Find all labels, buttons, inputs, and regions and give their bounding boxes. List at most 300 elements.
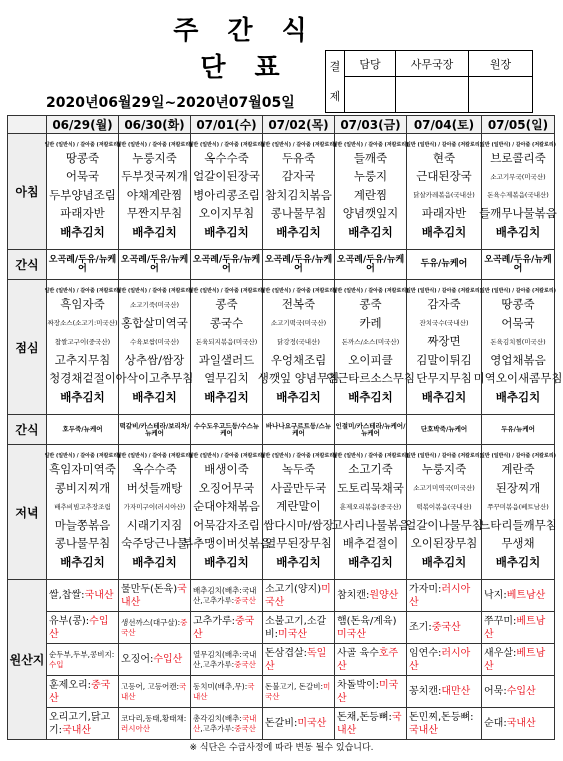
- day-header: 07/04(토): [407, 116, 482, 134]
- kimchi-item: 배추김치: [421, 554, 467, 569]
- menu-item: 참치김치볶음: [265, 187, 332, 202]
- menu-item: 흑임자죽: [60, 297, 105, 311]
- menu-item: 짜장면: [427, 334, 461, 348]
- origin-country: 국내산: [62, 724, 92, 736]
- origin-country: 미국산: [337, 628, 366, 640]
- origin-cell: [482, 580, 555, 612]
- menu-item: 가자미구이(러시아산): [123, 502, 186, 511]
- menu-item: 사골만두국: [270, 480, 327, 495]
- snack-item: 오곡례/두유/뉴케어: [48, 254, 117, 274]
- special-diet-note: 일반 (일반식) / 갈아줌 (저칼로리): [116, 288, 193, 294]
- menu-item: 얼갈이된장국: [193, 169, 260, 184]
- special-diet-note: 일반 (일반식) / 갈아줌 (저칼로리): [260, 453, 337, 459]
- origin-country: 국내산: [193, 681, 255, 701]
- origin-cell: [335, 612, 407, 644]
- breakfast-cell: [260, 134, 337, 250]
- origin-ingredient: 임연수:: [409, 647, 442, 659]
- menu-item: 오이피클: [348, 352, 393, 367]
- origin-country: 국내산: [409, 724, 438, 736]
- origin-country: 베트남산: [484, 647, 546, 672]
- menu-item: 계란말이: [276, 499, 321, 513]
- breakfast-cell: [188, 134, 265, 250]
- origin-ingredient: 돈삼겹살:: [265, 647, 308, 659]
- menu-item: 부추맹이버섯볶음: [182, 536, 271, 550]
- origin-country: 미국산: [265, 681, 331, 701]
- day-header-row: [8, 116, 555, 134]
- origin-row: [8, 580, 555, 612]
- special-diet-note: 일반 (일반식) / 갈아줌 (저칼로리): [44, 141, 121, 148]
- special-diet-note: 일반 (일반식) / 갈아줌 (저칼로리): [332, 453, 409, 459]
- menu-item: 옥수수죽: [204, 150, 249, 165]
- menu-item: 수육보쌈(미국산): [129, 337, 180, 346]
- origin-ingredient: 햄(돈육/계육): [337, 615, 397, 627]
- menu-item: 훈제오리볶음(중국산): [339, 502, 402, 511]
- menu-item: 콩나물무침: [54, 536, 111, 550]
- date-range: 2020년06월29일~2020년07월05일: [46, 95, 295, 111]
- origin-cell: [119, 676, 191, 708]
- snack1-row: [8, 250, 555, 280]
- origin-cell: [482, 708, 555, 740]
- menu-item: 계란찜: [353, 187, 388, 202]
- snack1-cell: [335, 250, 407, 280]
- origin-cell: [119, 612, 191, 644]
- origin-country: 중국산: [121, 617, 188, 637]
- origin-ingredient: 배추김치(배추:국내산,고추가루:: [193, 585, 257, 605]
- origin-cell: [407, 676, 482, 708]
- origin-ingredient: 총각김치(배추:: [193, 713, 242, 723]
- menu-item: 배추겉절이: [342, 536, 399, 550]
- menu-item: 떡볶이볶음(국내산): [416, 502, 472, 511]
- origin-country: 대만산: [441, 686, 471, 697]
- origin-country: 수입산: [506, 686, 536, 697]
- approval-col-secretary: 사무국장: [396, 51, 469, 77]
- origin-cell: [407, 580, 482, 612]
- menu-item: 근대된장국: [416, 169, 472, 184]
- snack-item: 오곡례/두유/뉴케어: [192, 254, 261, 274]
- origin-cell: [335, 580, 407, 612]
- menu-item: 돈육김치찜(미국산): [490, 337, 546, 346]
- menu-item: 닭강정(국내산): [277, 337, 320, 346]
- snack2-cell: [47, 415, 119, 445]
- lunch-cell: [115, 280, 194, 415]
- menu-item: 열무된장무침: [265, 536, 332, 550]
- menu-item: 현죽: [432, 150, 456, 165]
- menu-item: 짜장소스(소고기:미국산): [47, 319, 118, 327]
- lunch-cell: [44, 280, 121, 415]
- snack1-cell: [482, 250, 555, 280]
- day-header: 07/03(금): [335, 116, 407, 134]
- origin-cell: [263, 708, 335, 740]
- approval-sign-director[interactable]: [469, 77, 533, 113]
- approval-sign-secretary[interactable]: [396, 77, 469, 113]
- menu-item: 콩죽: [215, 297, 238, 311]
- menu-item: 콩국수: [209, 315, 244, 330]
- lunch-cell: [407, 280, 482, 415]
- origin-country: 국내산: [84, 590, 114, 601]
- breakfast-label: 아침: [8, 134, 47, 250]
- menu-item: 어묵국: [65, 169, 100, 184]
- origin-cell: [407, 644, 482, 676]
- snack-item: 오곡례/두유/뉴케어: [336, 254, 405, 274]
- menu-item: 야채계란찜: [126, 187, 183, 202]
- origin-country: 국내산: [337, 711, 402, 736]
- kimchi-item: 배추김치: [495, 389, 541, 404]
- dinner-cell: [44, 445, 121, 580]
- special-diet-note: 일반 (일반식) / 갈아줌 (저칼로리): [260, 288, 337, 294]
- special-diet-note: 일반 (일반식) / 갈아줌 (저칼로리): [260, 141, 337, 148]
- origin-ingredient: 오징어:: [121, 654, 154, 665]
- origin-country: 미국산: [337, 679, 399, 704]
- origin-row: [8, 676, 555, 708]
- breakfast-cell: [116, 134, 193, 250]
- lunch-row: [8, 280, 555, 415]
- menu-item: 파래자반: [421, 206, 467, 221]
- origin-ingredient: 순두부,두부,콩비지:: [49, 649, 115, 659]
- menu-item: 느타리들깨무침: [479, 517, 557, 532]
- menu-item: 순대야채볶음: [193, 499, 260, 513]
- breakfast-row: [8, 134, 555, 250]
- origin-ingredient: 훈제오리:: [49, 679, 92, 691]
- origin-cell: [47, 676, 119, 708]
- origin-country: 베트남산: [484, 615, 546, 640]
- snack2-row: [8, 415, 555, 445]
- snack-item: 수수도우고드등/수스뉴케어: [193, 422, 260, 437]
- menu-item: 소고기무국(미국산): [490, 172, 546, 181]
- origin-ingredient: 돈민찌,돈등뼈:: [409, 711, 474, 723]
- kimchi-item: 배추김치: [60, 389, 105, 404]
- origin-ingredient: 새우살:: [484, 647, 517, 659]
- origin-country: 수입: [49, 659, 64, 669]
- menu-item: 두부양념조림: [49, 187, 116, 202]
- menu-item: 소고기미역국(미국산): [413, 484, 475, 492]
- dinner-cell: [479, 445, 557, 580]
- origin-cell: [47, 708, 119, 740]
- origin-cell: [119, 708, 191, 740]
- origin-ingredient: 생선까스(대구살):: [121, 617, 181, 627]
- origin-ingredient: 동치미(배추,무):: [193, 681, 248, 691]
- snack2-cell: [482, 415, 555, 445]
- kimchi-item: 배추김치: [60, 224, 105, 239]
- menu-item: 소고기죽(미국산): [129, 300, 180, 309]
- menu-item: 숙주당근나물: [121, 536, 188, 550]
- origin-country: 국내산: [121, 681, 187, 701]
- day-header: 06/30(화): [119, 116, 191, 134]
- origin-cell: [191, 676, 263, 708]
- origin-country: 미국산: [278, 628, 308, 640]
- menu-item: 들깨무나물볶음: [479, 206, 557, 221]
- menu-item: 땅콩죽: [501, 297, 535, 311]
- origin-cell: [47, 644, 119, 676]
- kimchi-item: 배추김치: [348, 224, 393, 239]
- approval-box: [325, 50, 533, 113]
- special-diet-note: 일반 (일반식) / 갈아줌 (저칼로리): [188, 141, 265, 148]
- origin-country: 국내산: [506, 718, 536, 729]
- kimchi-item: 배추김치: [348, 554, 393, 569]
- special-diet-note: 일반 (일반식) / 갈아줌 (저칼로리): [116, 141, 193, 148]
- menu-item: 옥수수죽: [132, 462, 177, 476]
- origin-cell: [263, 676, 335, 708]
- snack-item: 오곡례/두유/뉴케어: [484, 254, 552, 274]
- special-diet-note: 일반 (일반식) / 갈아줌 (저칼로리): [480, 141, 556, 148]
- dinner-cell: [182, 445, 271, 580]
- menu-item: 시래기지짐: [126, 517, 183, 532]
- origin-ingredient: 순대:: [484, 718, 507, 729]
- origin-cell: [119, 580, 191, 612]
- snack-item: 두유/뉴케어: [420, 259, 468, 269]
- origin-ingredient: 돈채,돈등뼈:: [337, 711, 392, 723]
- origin-ingredient: 소불고기,소갈비:: [265, 615, 327, 640]
- menu-item: 열무김치: [204, 371, 249, 385]
- approval-col-manager: 담당: [345, 51, 396, 77]
- origin-ingredient: 조기:: [409, 622, 432, 633]
- footnote: ※ 식단은 수급사정에 따라 변동 될수 있습니다.: [189, 743, 374, 753]
- kimchi-item: 배추김치: [204, 389, 249, 404]
- snack-item: 호두죽/뉴케어: [62, 425, 103, 434]
- origin-country: 러시아산: [121, 723, 150, 733]
- menu-item: 소고기죽: [348, 462, 393, 476]
- origin-ingredient: 소고기(양지): [265, 583, 322, 595]
- origin-country: 중국산: [193, 615, 255, 640]
- lunch-cell: [257, 280, 340, 415]
- menu-item: 오이지무침: [198, 206, 255, 221]
- menu-item: 브로콜리죽: [490, 150, 546, 165]
- dinner-cell: [407, 445, 482, 580]
- menu-item: 배생이죽: [204, 462, 249, 476]
- menu-item: 어묵국: [501, 315, 535, 330]
- special-diet-note: 일반 (일반식) / 갈아줌 (저칼로리): [188, 453, 265, 459]
- origin-ingredient: 열무김치(배추:국내산,고추가루:: [193, 649, 257, 669]
- menu-item: 땅콩죽: [65, 150, 100, 165]
- origin-country: 원양산: [369, 590, 399, 601]
- approval-sign-manager[interactable]: [345, 77, 396, 113]
- origin-country: 중국산: [234, 595, 256, 605]
- origin-country: 베트남산: [506, 590, 546, 601]
- menu-item: 홍합살미역국: [121, 315, 188, 330]
- menu-item: 미역오이새콤무침: [473, 371, 563, 385]
- menu-item: 배추비빔고추장조림: [54, 502, 111, 511]
- kimchi-item: 배추김치: [421, 224, 467, 239]
- menu-item: 두부젓국찌개: [121, 169, 188, 184]
- origin-country: 중국산: [49, 679, 111, 704]
- origin-ingredient: 쌀,찹쌀:: [49, 590, 85, 601]
- menu-item: 양념깻잎지: [342, 206, 399, 221]
- lunch-cell: [326, 280, 415, 415]
- page-title: 주 간 식 단 표: [173, 16, 317, 83]
- special-diet-note: 일반 (일반식) / 갈아줌 (저칼로리): [44, 453, 121, 459]
- snack2-label: 간식: [8, 415, 47, 445]
- snack2-cell: [335, 415, 407, 445]
- special-diet-note: 일반 (일반식) / 갈아줌 (저칼로리): [480, 288, 556, 294]
- origin-ingredient: 돈불고기, 돈갈비:: [265, 681, 324, 691]
- kimchi-item: 배추김치: [204, 554, 249, 569]
- menu-item: 버섯들깨탕: [126, 480, 183, 495]
- origin-ingredient: 가자미:: [409, 583, 442, 595]
- kimchi-item: 배추김치: [132, 224, 177, 239]
- snack-item: 바나나요구르트등/스뉴케어: [265, 422, 332, 437]
- origin-ingredient: 물만두(돈육): [121, 583, 178, 595]
- origin-country: 수입산: [153, 654, 183, 665]
- menu-item: 들깨죽: [353, 150, 388, 165]
- origin-country: 미국산: [297, 718, 327, 729]
- origin-ingredient: 꽁치캔:: [409, 686, 442, 697]
- menu-item: 김말이튀김: [416, 352, 472, 367]
- dinner-label: 저녁: [8, 445, 47, 580]
- origin-cell: [482, 676, 555, 708]
- menu-item: 닭살카레볶음(국내산): [413, 191, 475, 200]
- snack2-cell: [407, 415, 482, 445]
- dinner-cell: [116, 445, 193, 580]
- menu-item: 콩나물무침: [270, 206, 327, 221]
- origin-cell: [335, 644, 407, 676]
- origin-cell: [407, 612, 482, 644]
- kimchi-item: 배추김치: [348, 389, 393, 404]
- origin-country: 독일산: [265, 647, 327, 672]
- menu-item: 단무지무침: [416, 371, 472, 385]
- origin-country: 국내산: [121, 583, 187, 608]
- menu-item: 고사리나물볶음: [331, 517, 410, 532]
- menu-item: 과일샐러드: [198, 352, 255, 367]
- origin-cell: [191, 708, 263, 740]
- menu-item: 전복죽: [281, 297, 316, 311]
- snack-item: 두유/뉴케어: [501, 425, 535, 434]
- origin-ingredient: 차돌박이:: [337, 679, 380, 691]
- snack1-label: 간식: [8, 250, 47, 280]
- menu-item: 생깻잎 양념무침: [257, 371, 340, 385]
- origin-country: 국내산: [193, 713, 257, 733]
- special-diet-note: 일반 (일반식) / 갈아줌 (저칼로리): [406, 141, 482, 148]
- approval-col-director: 원장: [469, 51, 533, 77]
- menu-item: 병아리콩조림: [193, 187, 260, 202]
- origin-label: 원산지: [8, 580, 47, 740]
- menu-item: 콩죽: [359, 297, 382, 311]
- menu-item: 카레: [359, 315, 382, 330]
- menu-item: 얼갈이나물무침: [405, 517, 483, 532]
- origin-ingredient: 돈갈비:: [265, 718, 298, 729]
- menu-item: 계란죽: [501, 462, 535, 476]
- menu-item: 콩비지찌개: [54, 480, 111, 495]
- breakfast-cell: [407, 134, 482, 250]
- day-header: 07/05(일): [482, 116, 555, 134]
- menu-item: 무짠지무침: [126, 206, 183, 221]
- corner-cell: [8, 116, 47, 134]
- kimchi-item: 배추김치: [204, 224, 249, 239]
- origin-cell: [263, 612, 335, 644]
- menu-item: 어묵감자조림: [193, 517, 260, 532]
- special-diet-note: 일반 (일반식) / 갈아줌 (저칼로리): [188, 288, 265, 294]
- special-diet-note: 일반 (일반식) / 갈아줌 (저칼로리): [332, 141, 409, 148]
- menu-item: 무생채: [501, 536, 535, 550]
- dinner-cell: [260, 445, 337, 580]
- menu-item: 마늘쫑볶음: [54, 517, 111, 532]
- origin-cell: [263, 580, 335, 612]
- origin-ingredient: ,고추가루:: [200, 723, 235, 733]
- origin-ingredient: 어묵:: [484, 686, 507, 697]
- kimchi-item: 배추김치: [276, 554, 321, 569]
- menu-item: 찹쌀고구이(중국산): [54, 337, 111, 346]
- menu-item: 쌈다시마/쌈장: [263, 517, 334, 532]
- menu-item: 돈까스/소스(미국산): [341, 337, 400, 346]
- snack1-cell: [407, 250, 482, 280]
- origin-ingredient: 고등어, 고등어캔:: [121, 681, 180, 691]
- origin-cell: [47, 580, 119, 612]
- menu-item: 파래자반: [60, 206, 105, 221]
- lunch-cell: [188, 280, 265, 415]
- snack-item: 오곡례/두유/뉴케어: [120, 254, 189, 274]
- origin-cell: [482, 612, 555, 644]
- snack1-cell: [263, 250, 335, 280]
- origin-cell: [335, 708, 407, 740]
- kimchi-item: 배추김치: [495, 554, 541, 569]
- menu-item: 고추지무침: [54, 352, 111, 367]
- origin-row: [8, 708, 555, 740]
- menu-item: 잔치국수(국내산): [419, 319, 469, 327]
- kimchi-item: 배추김치: [276, 224, 321, 239]
- snack-item: 인절미/카스테라/뉴케어/뉴케어: [335, 422, 406, 437]
- origin-country: 중국산: [431, 622, 461, 633]
- approval-label: 결 제: [326, 51, 345, 113]
- snack1-cell: [47, 250, 119, 280]
- menu-item: 된장찌개: [495, 480, 541, 495]
- menu-item: 영업채볶음: [490, 352, 546, 367]
- menu-item: 누룽지죽: [132, 150, 177, 165]
- day-header: 07/01(수): [191, 116, 263, 134]
- origin-row: [8, 644, 555, 676]
- menu-item: 감자죽: [427, 297, 461, 311]
- origin-ingredient: 사골 육수: [337, 647, 379, 659]
- kimchi-item: 배추김치: [495, 224, 541, 239]
- origin-cell: [191, 580, 263, 612]
- snack-item: 오곡례/두유/뉴케어: [264, 254, 333, 274]
- special-diet-note: 일반 (일반식) / 갈아줌 (저칼로리): [480, 453, 556, 459]
- menu-item: 감자국: [281, 169, 316, 184]
- menu-item: 우엉채조림: [270, 352, 327, 367]
- origin-country: 중국산: [234, 723, 256, 733]
- origin-country: 미국산: [265, 583, 331, 608]
- snack1-cell: [119, 250, 191, 280]
- special-diet-note: 일반 (일반식) / 갈아줌 (저칼로리): [44, 288, 121, 294]
- weekly-menu-table: [7, 115, 563, 740]
- origin-cell: [191, 612, 263, 644]
- origin-ingredient: 쭈꾸미:: [484, 615, 517, 627]
- menu-item: 돈육수제볶음(국내산): [487, 191, 549, 200]
- menu-item: 오이된장무침: [410, 536, 478, 550]
- snack2-cell: [191, 415, 263, 445]
- kimchi-item: 배추김치: [132, 554, 177, 569]
- menu-item: 흑임자미역죽: [49, 462, 116, 476]
- origin-country: 러시아산: [409, 647, 471, 672]
- breakfast-cell: [44, 134, 121, 250]
- snack2-cell: [263, 415, 335, 445]
- menu-item: 두유죽: [281, 150, 316, 165]
- special-diet-note: 일반 (일반식) / 갈아줌 (저칼로리): [406, 453, 482, 459]
- origin-ingredient: 참치캔:: [337, 590, 370, 601]
- snack2-cell: [119, 415, 191, 445]
- origin-cell: [47, 612, 119, 644]
- origin-cell: [263, 644, 335, 676]
- special-diet-note: 일반 (일반식) / 갈아줌 (저칼로리): [116, 453, 193, 459]
- origin-row: [8, 612, 555, 644]
- menu-item: 녹두죽: [281, 462, 316, 476]
- origin-cell: [335, 676, 407, 708]
- menu-item: 오징어무국: [198, 480, 255, 495]
- lunch-label: 점심: [8, 280, 47, 415]
- menu-item: 소고기떡국(미국산): [270, 319, 327, 327]
- origin-country: 호주산: [337, 647, 399, 672]
- breakfast-cell: [479, 134, 557, 250]
- snack1-cell: [191, 250, 263, 280]
- origin-cell: [191, 644, 263, 676]
- dinner-cell: [331, 445, 410, 580]
